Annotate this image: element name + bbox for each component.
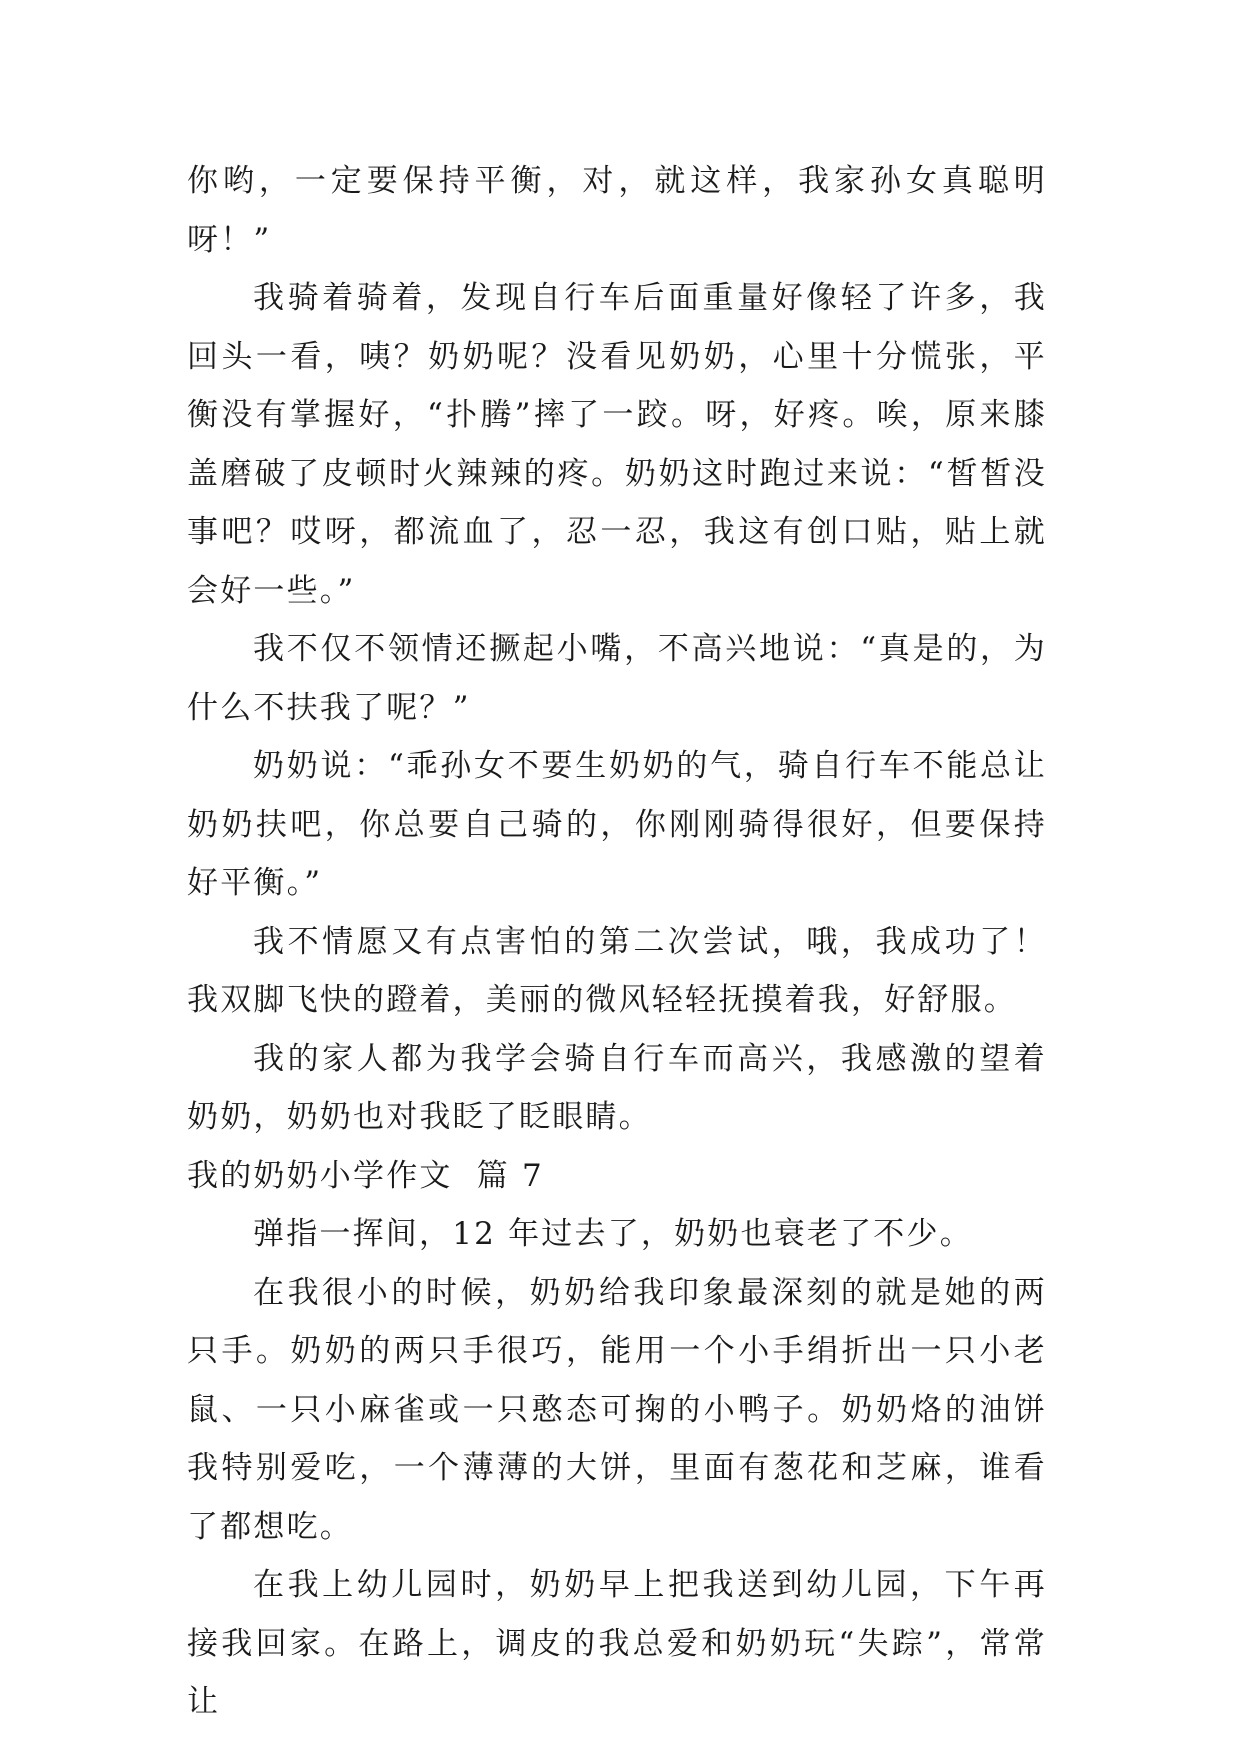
paragraph-continuation: 你哟，一定要保持平衡，对，就这样，我家孙女真聪明呀！”: [187, 163, 1047, 258]
paragraph-grandma-reply: 奶奶说：“乖孙女不要生奶奶的气，骑自行车不能总让奶奶扶吧，你总要自己骑的，你刚刚骑得很好，但要保持好平衡。”: [187, 748, 1047, 901]
paragraph-time-passed: 弹指一挥间，12 年过去了，奶奶也衰老了不少。: [253, 1216, 973, 1252]
paragraph-family: 我的家人都为我学会骑自行车而高兴，我感激的望着奶奶，奶奶也对我眨了眨眼睛。: [187, 1040, 1047, 1135]
section-heading: 我的奶奶小学作文 篇 7: [187, 1157, 544, 1194]
paragraph-fall: 我骑着骑着，发现自行车后面重量好像轻了许多，我回头一看，咦？奶奶呢？没看见奶奶，心里十分慌张，平衡没有掌握好，“扑腾”摔了一跤。呀，好疼。唉，原来膝盖磨破了皮顿时火辣辣的疼。奶奶这时跑过来说：“皙皙没事吧？哎呀，都流血了，忍一忍，我这有创口贴，贴上就会好一些。”: [187, 280, 1047, 609]
paragraph-grandma-hands: 在我很小的时候，奶奶给我印象最深刻的就是她的两只手。奶奶的两只手很巧，能用一个小手绢折出一只小老鼠、一只小麻雀或一只憨态可掬的小鸭子。奶奶烙的油饼我特别爱吃，一个薄薄的大饼，里面有葱花和芝麻，谁看了都想吃。: [187, 1274, 1047, 1545]
paragraph-kindergarten: 在我上幼儿园时，奶奶早上把我送到幼儿园，下午再接我回家。在路上，调皮的我总爱和奶奶玩“失踪”，常常让: [187, 1567, 1047, 1720]
paragraph-complaint: 我不仅不领情还撅起小嘴，不高兴地说：“真是的，为什么不扶我了呢？”: [187, 631, 1047, 726]
document-body: [187, 152, 1047, 1732]
paragraph-success: 我不情愿又有点害怕的第二次尝试，哦，我成功了！我双脚飞快的蹬着，美丽的微风轻轻抚摸着我，好舒服。: [187, 923, 1047, 1018]
